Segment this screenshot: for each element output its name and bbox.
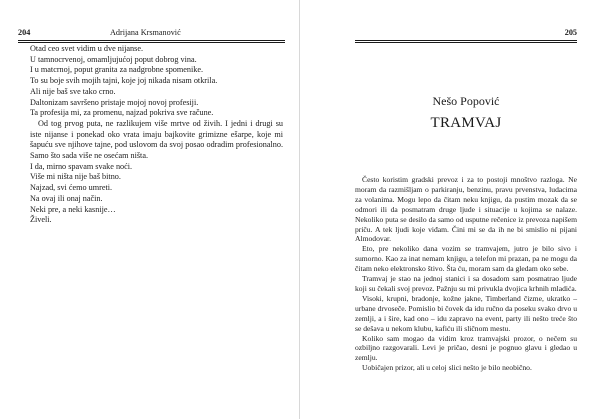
verse-line: To su boje svih mojih tajni, koje joj nikada nisam otkrila. [30, 76, 218, 86]
left-running-head: Adrijana Krsmanović [110, 28, 181, 37]
verse-line: Ta profesija mi, za promenu, najzad pokriva sve račune. [30, 108, 214, 118]
story-paragraph: Eto, pre nekoliko dana vozim se tramvajem, jutro je bilo sivo i sumorno. Kao za inat nemam knjigu, a telefon mi prazan, pa ne mogu da čitam neko elektronsko štivo. Šta ću, moram sam da gledam oko sebe. [355, 244, 577, 274]
story-paragraph: Često koristim gradski prevoz i za to postoji mnoštvo razloga. Ne moram da razmišljam o parkiranju, benzinu, pravu prvenstva, ludacima za volanima. Mogu lepo da čitam neku knjigu, da pustim mozak da se odmori ili da posmatram druge ljude i situacije u kojima se nalaze. Nekoliko puta se desilo da samo od usputne rečenice iz prevoza napišem priču. A tek ljudi koje viđam. Čini mi se da ih ne bi smislio ni pijani Almodovar. [355, 175, 577, 244]
story-author: Nešo Popović [432, 94, 500, 108]
verse-line: Ali nije baš sve tako crno. [30, 86, 116, 96]
right-page-header [353, 27, 577, 39]
story-paragraph: Koliko sam mogao da vidim kroz tramvajski prozor, o nečem su ozbiljno razgovarali. Levi je pričao, desni je pognuo glavu i gledao u zemlju. [355, 333, 577, 363]
verse-line: Na ovaj ili onaj način. [30, 193, 103, 203]
story-paragraph: Tramvaj je stao na jednoj stanici i sa dosadom sam posmatrao ljude koji su čekali svoj prevoz. Pažnju su mi privukla dvojica krhnih mladića. [355, 274, 577, 293]
verse-line: Otad ceo svet vidim u dve nijanse. [30, 44, 144, 53]
story-title: TRAMVAJ [430, 115, 502, 131]
verse-line: Neki pre, a neki kasnije… [30, 204, 116, 214]
right-header-rule [355, 40, 577, 43]
right-page-body [355, 175, 577, 373]
story-paragraph: Uobičajen prizor, ali u celoj slici nešto je bilo neobično. [362, 363, 532, 373]
prose-paragraph: Od tog prvog puta, ne razlikujem više mrtve od živih. I jedni i drugi su iste nijanse i ponekad oko vrata imaju bajkovite grimizne ešarpe, koje mi šapuću sve njihove tajne, pod uslovom da svoj posao odradim profesionalno. Samo što sada više ne osećam ništa. [30, 118, 283, 161]
story-title-block [355, 94, 577, 132]
verse-line: I da, mirno spavam svake noći. [30, 161, 133, 171]
verse-line: Više mi ništa nije baš bitno. [30, 172, 121, 182]
left-page-header [18, 27, 285, 39]
verse-line: I u matcrnoj, poput granita za nadgrobne spomenike. [30, 65, 204, 75]
left-page-body [30, 44, 283, 226]
right-page [300, 0, 600, 419]
story-paragraph: Visoki, krupni, bradonje, kožne jakne, Timberland čizme, ukratko – urbane drvoseče. Pomislio bi čovek da idu ručno da poseku svako drvo u zemlji, a i šire, kad ono – idu zapravo na event, party ili nešto treće što se dešava u nekom klubu, kafiću ili sličnom mestu. [355, 293, 577, 333]
left-header-rule [18, 40, 285, 43]
verse-line: Daltonizam savršeno pristaje mojoj novoj profesiji. [30, 97, 199, 107]
left-page-number: 204 [18, 28, 31, 37]
verse-line: Najzad, svi ćemo umreti. [30, 183, 113, 193]
verse-line: Živeli. [30, 215, 52, 225]
right-page-number: 205 [564, 28, 577, 37]
verse-line: U tamnocrvenoj, omamljujućoj poput dobrog vina. [30, 54, 197, 64]
